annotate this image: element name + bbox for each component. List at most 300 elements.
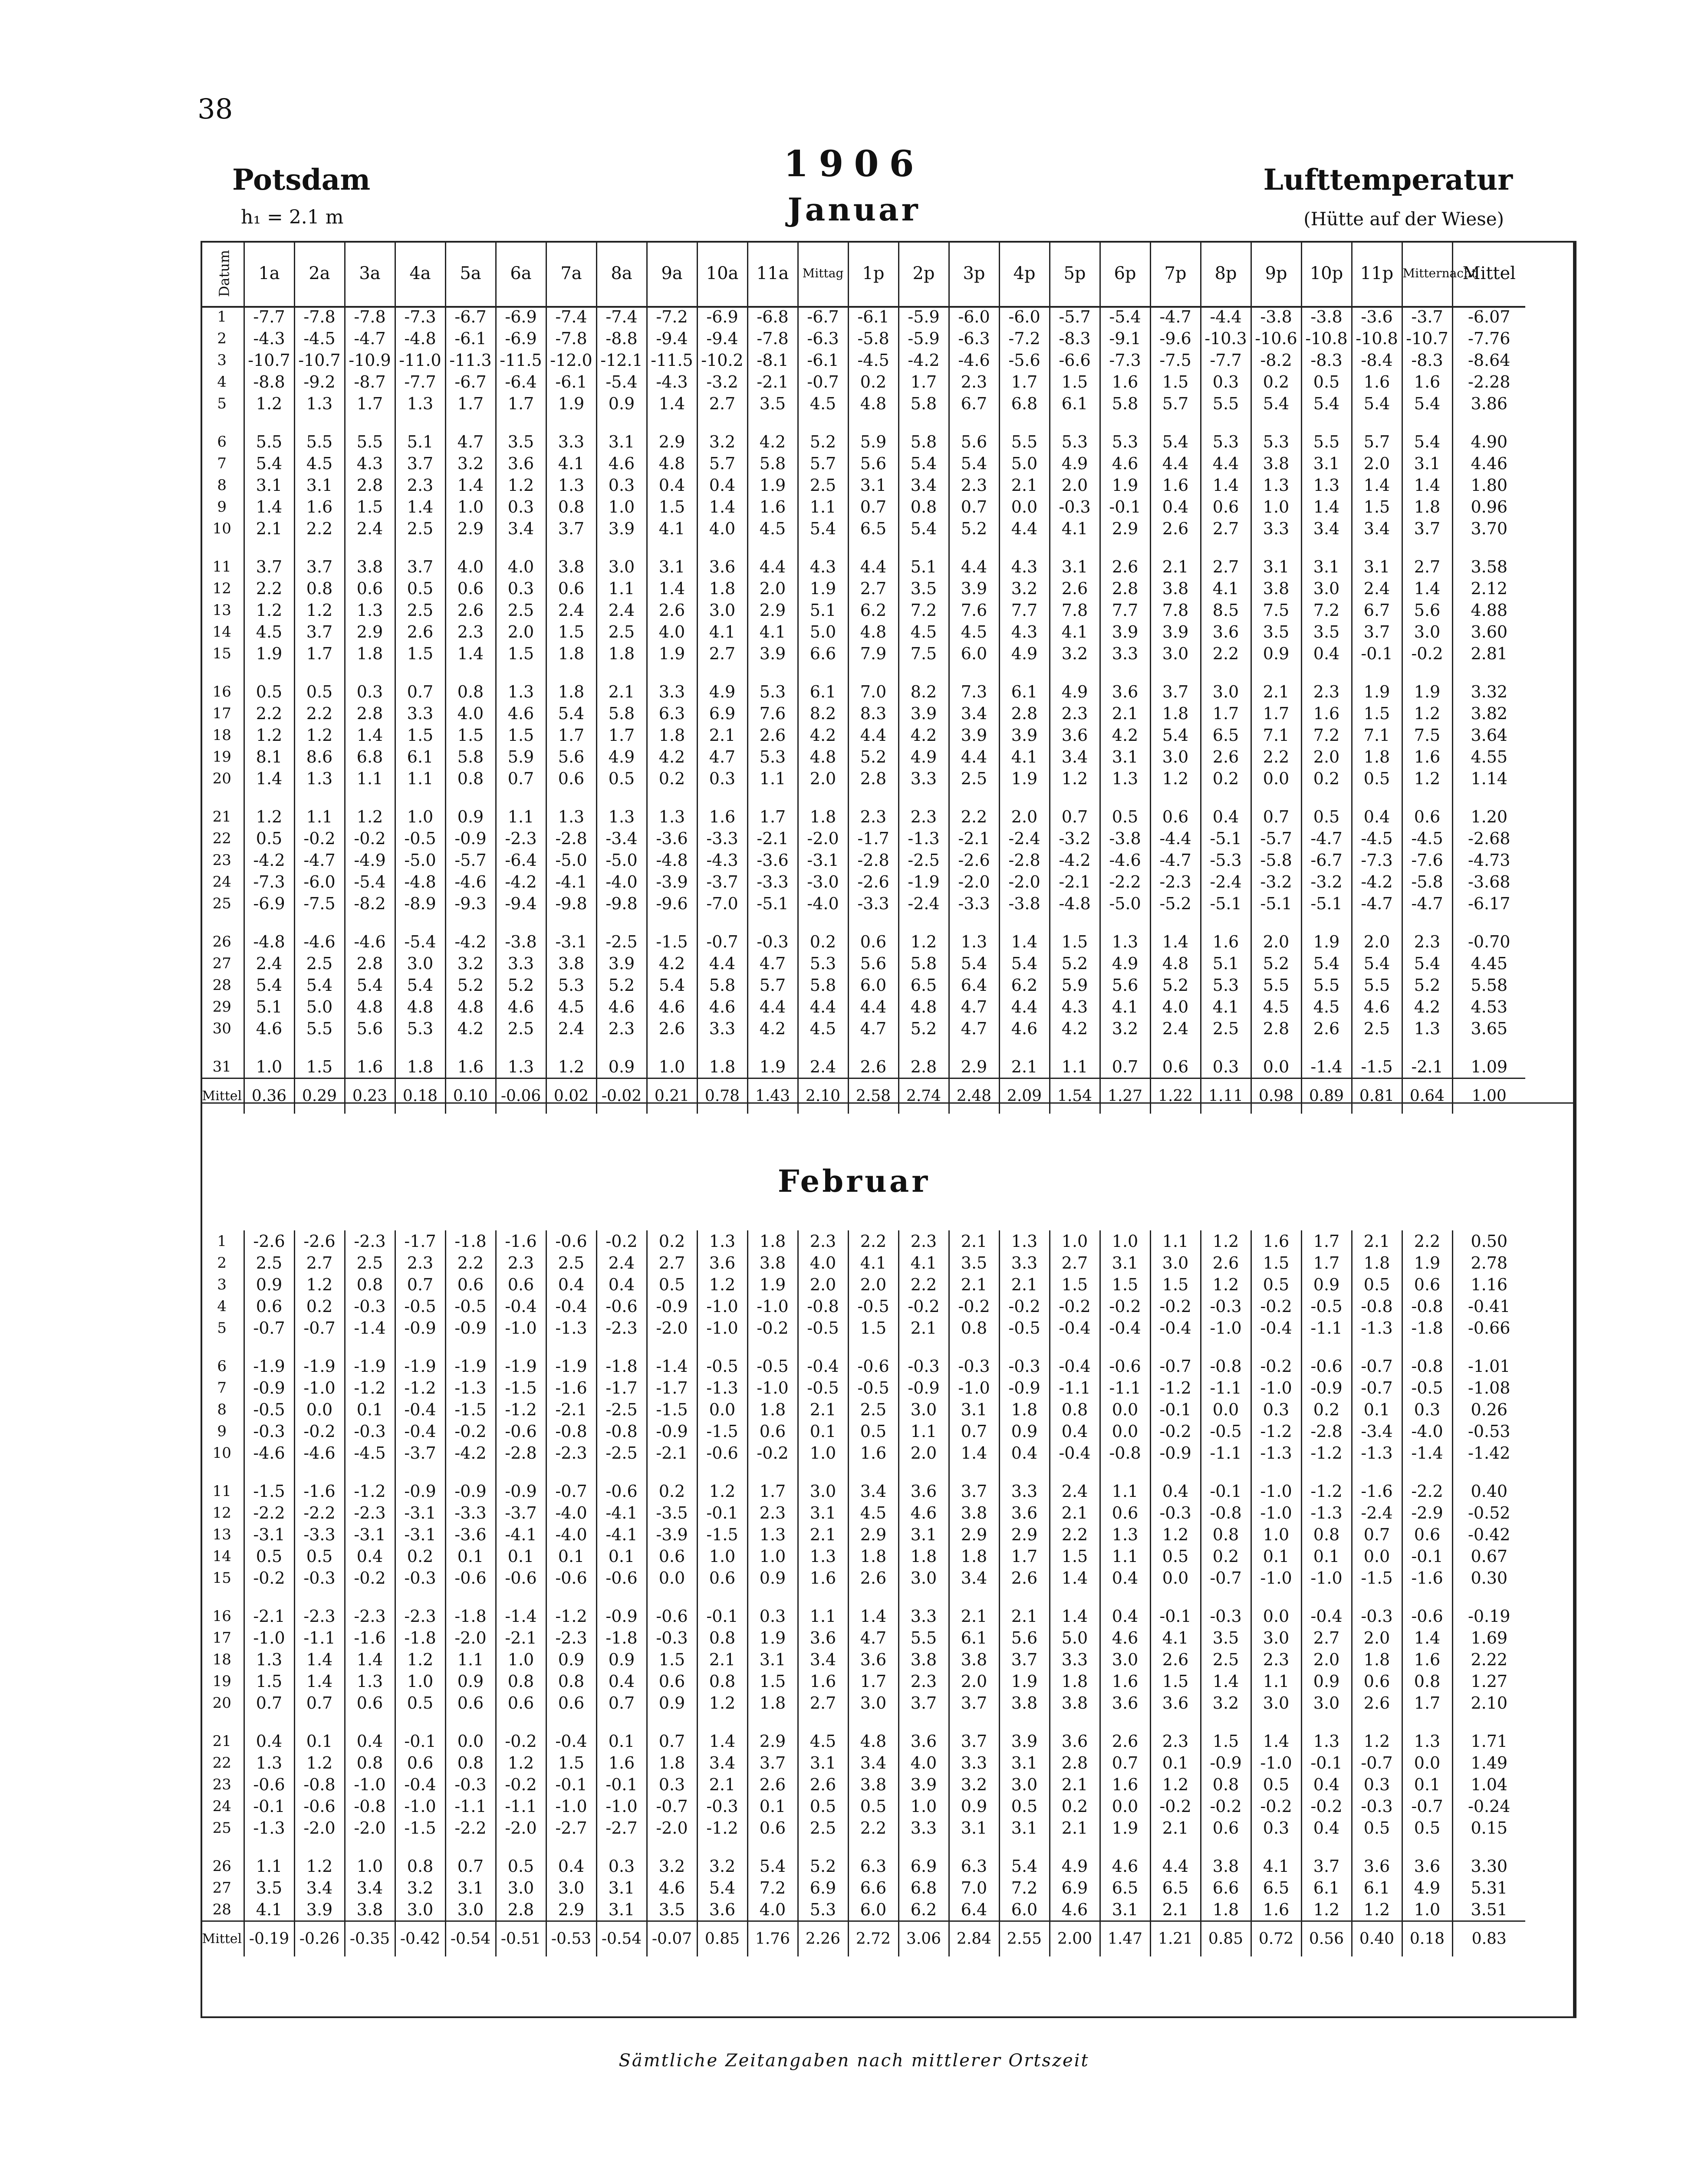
temperature-cell: -0.4 [496, 1295, 546, 1317]
mean-cell: 2.55 [999, 1921, 1050, 1957]
column-header: 5a [445, 241, 496, 307]
temperature-cell: 4.4 [697, 953, 747, 974]
temperature-cell: 3.7 [395, 453, 445, 474]
temperature-cell: 1.3 [1402, 1730, 1452, 1752]
temperature-cell: 0.8 [697, 1670, 747, 1692]
temperature-cell: 5.4 [697, 1877, 747, 1899]
temperature-cell: 0.6 [1150, 806, 1201, 828]
spacer-cell [546, 1839, 596, 1855]
spacer-cell [1201, 1589, 1251, 1605]
table-row [201, 306, 1525, 328]
temperature-cell: 3.3 [1251, 518, 1301, 539]
spacer-cell [697, 1589, 747, 1605]
temperature-cell: 2.5 [596, 621, 647, 643]
temperature-cell: -0.6 [546, 1230, 596, 1252]
column-header: 7a [546, 241, 596, 307]
temperature-cell: 0.6 [1402, 1274, 1452, 1295]
column-header: 5p [1050, 241, 1100, 307]
temperature-cell: -11.3 [445, 349, 496, 371]
spacer-cell [1100, 1839, 1150, 1855]
temperature-cell: -4.5 [1352, 828, 1402, 849]
temperature-cell: 2.0 [1352, 1627, 1402, 1649]
spacer-cell [1402, 914, 1452, 931]
spacer-cell [1301, 1339, 1352, 1355]
temperature-cell: 4.2 [647, 953, 697, 974]
temperature-cell: 3.2 [949, 1774, 999, 1795]
mean-cell: 3.06 [898, 1921, 949, 1957]
temperature-cell: 1.6 [1352, 371, 1402, 393]
temperature-cell: 1.6 [1100, 1670, 1150, 1692]
temperature-cell: -1.7 [395, 1230, 445, 1252]
spacer-cell [596, 1339, 647, 1355]
temperature-cell: 5.4 [1251, 393, 1301, 414]
row-spacer [201, 789, 1525, 806]
temperature-cell: 3.32 [1452, 681, 1525, 703]
day-cell: 9 [217, 498, 227, 516]
temperature-cell: -0.4 [1050, 1355, 1100, 1377]
temperature-cell: 5.2 [596, 974, 647, 996]
table-row [201, 1018, 1525, 1039]
temperature-cell: -0.6 [848, 1355, 898, 1377]
temperature-cell: -0.1 [1150, 1399, 1201, 1420]
temperature-cell: 1.2 [496, 1752, 546, 1774]
spacer-cell [1050, 1589, 1100, 1605]
temperature-cell: -5.1 [1251, 893, 1301, 914]
temperature-cell: -6.17 [1452, 893, 1525, 914]
temperature-cell: 1.2 [697, 1274, 747, 1295]
temperature-cell: 1.6 [1251, 1899, 1301, 1921]
temperature-cell: -0.1 [1402, 1545, 1452, 1567]
temperature-cell: -4.73 [1452, 849, 1525, 871]
spacer-cell [201, 1339, 244, 1355]
temperature-cell: -2.4 [898, 893, 949, 914]
temperature-cell: 1.2 [1352, 1899, 1402, 1921]
temperature-cell: 5.1 [395, 431, 445, 453]
temperature-cell: -10.8 [1352, 328, 1402, 349]
temperature-cell: 5.2 [1251, 953, 1301, 974]
temperature-cell: 3.86 [1452, 393, 1525, 414]
temperature-cell: 2.9 [949, 1524, 999, 1545]
day-cell: 10 [212, 520, 231, 537]
temperature-cell: -9.1 [1100, 328, 1150, 349]
temperature-cell: -1.9 [496, 1355, 546, 1377]
temperature-cell: 2.1 [798, 1399, 848, 1420]
temperature-cell: 4.4 [848, 996, 898, 1018]
temperature-cell: -6.4 [496, 371, 546, 393]
spacer-cell [999, 1339, 1050, 1355]
temperature-cell: 0.6 [647, 1670, 697, 1692]
temperature-cell: -8.8 [244, 371, 294, 393]
temperature-cell: 1.2 [1201, 1230, 1251, 1252]
temperature-cell: 3.0 [1402, 621, 1452, 643]
temperature-cell: 3.1 [798, 1502, 848, 1524]
temperature-cell: 3.1 [1100, 746, 1150, 768]
day-cell: 28 [212, 976, 231, 994]
temperature-cell: 5.7 [697, 453, 747, 474]
temperature-cell: 4.5 [244, 621, 294, 643]
temperature-cell: 3.4 [1050, 746, 1100, 768]
temperature-cell: 1.8 [848, 1545, 898, 1567]
temperature-cell: 4.8 [345, 996, 395, 1018]
temperature-cell: -4.8 [1050, 893, 1100, 914]
temperature-cell: 1.7 [999, 371, 1050, 393]
temperature-cell: 1.27 [1452, 1670, 1525, 1692]
spacer-cell [244, 1039, 294, 1056]
temperature-cell: -4.7 [1402, 893, 1452, 914]
spacer-cell [345, 1714, 395, 1730]
spacer-cell [395, 539, 445, 556]
temperature-cell: -2.3 [1150, 871, 1201, 893]
temperature-cell: 3.3 [999, 1252, 1050, 1274]
temperature-cell: 5.0 [1050, 1627, 1100, 1649]
spacer-cell [244, 1464, 294, 1480]
temperature-cell: 2.3 [1301, 681, 1352, 703]
temperature-cell: 0.5 [1402, 1817, 1452, 1839]
temperature-cell: 2.7 [1301, 1627, 1352, 1649]
temperature-cell: -2.2 [445, 1817, 496, 1839]
temperature-cell: 0.3 [697, 768, 747, 789]
spacer-cell [496, 414, 546, 431]
mean-cell: -0.54 [445, 1921, 496, 1957]
temperature-cell: -2.3 [345, 1230, 395, 1252]
temperature-cell: 0.6 [445, 1692, 496, 1714]
temperature-cell: 1.3 [345, 599, 395, 621]
table-row [201, 349, 1525, 371]
temperature-cell: 1.5 [294, 1056, 345, 1078]
spacer-cell [1100, 1464, 1150, 1480]
temperature-cell: 6.2 [848, 599, 898, 621]
temperature-cell: 3.5 [1201, 1627, 1251, 1649]
temperature-cell: 3.0 [395, 953, 445, 974]
temperature-cell: 1.0 [596, 496, 647, 518]
temperature-cell: 2.5 [798, 474, 848, 496]
temperature-cell: -0.1 [1100, 496, 1150, 518]
temperature-cell: -0.8 [1402, 1355, 1452, 1377]
temperature-cell: -5.3 [1201, 849, 1251, 871]
temperature-cell: 5.2 [898, 1018, 949, 1039]
temperature-cell: 3.4 [798, 1649, 848, 1670]
spacer-cell [294, 539, 345, 556]
temperature-cell: 0.5 [244, 1545, 294, 1567]
temperature-cell: 3.7 [747, 1752, 798, 1774]
temperature-cell: -0.5 [848, 1295, 898, 1317]
temperature-cell: -0.7 [546, 1480, 596, 1502]
temperature-cell: 7.1 [1251, 724, 1301, 746]
temperature-cell: 0.8 [949, 1317, 999, 1339]
temperature-cell: -3.3 [697, 828, 747, 849]
table-row [201, 931, 1525, 953]
temperature-cell: 2.7 [848, 578, 898, 599]
temperature-cell: 7.1 [1352, 724, 1402, 746]
temperature-cell: 0.3 [496, 496, 546, 518]
temperature-cell: -0.8 [1100, 1442, 1150, 1464]
temperature-cell: 6.1 [395, 746, 445, 768]
temperature-cell: -0.2 [1201, 1795, 1251, 1817]
temperature-cell: -3.2 [1050, 828, 1100, 849]
spacer-cell [999, 1714, 1050, 1730]
temperature-cell: -0.4 [1100, 1317, 1150, 1339]
temperature-cell: -1.6 [345, 1627, 395, 1649]
spacer-cell [546, 414, 596, 431]
temperature-cell: 4.5 [898, 621, 949, 643]
temperature-cell: 6.9 [1050, 1877, 1100, 1899]
spacer-cell [1100, 914, 1150, 931]
row-spacer [201, 1839, 1525, 1855]
table-row [201, 893, 1525, 914]
table-row [201, 1377, 1525, 1399]
temperature-cell: 5.7 [798, 453, 848, 474]
temperature-cell: 4.5 [747, 518, 798, 539]
spacer-cell [697, 664, 747, 681]
table-row [201, 1545, 1525, 1567]
spacer-cell [596, 664, 647, 681]
temperature-cell: 1.1 [798, 496, 848, 518]
spacer-cell [697, 1714, 747, 1730]
temperature-cell: -1.0 [1251, 1567, 1301, 1589]
temperature-cell: 2.4 [1150, 1018, 1201, 1039]
spacer-cell [1352, 1339, 1402, 1355]
temperature-cell: 1.8 [798, 806, 848, 828]
temperature-cell: 2.1 [949, 1274, 999, 1295]
temperature-cell: -1.2 [345, 1377, 395, 1399]
temperature-cell: 3.1 [596, 431, 647, 453]
temperature-cell: 1.8 [999, 1399, 1050, 1420]
temperature-cell: 2.5 [244, 1252, 294, 1274]
mean-cell: 0.18 [1402, 1921, 1452, 1957]
temperature-cell: 0.0 [1100, 1420, 1150, 1442]
temperature-cell: 0.5 [294, 681, 345, 703]
spacer-cell [445, 664, 496, 681]
temperature-cell: 3.7 [244, 556, 294, 578]
temperature-cell: 5.4 [898, 518, 949, 539]
temperature-cell: -0.9 [445, 1480, 496, 1502]
temperature-cell: 0.4 [546, 1274, 596, 1295]
temperature-cell: -5.1 [1201, 893, 1251, 914]
february-title: Februar [777, 1163, 931, 1199]
temperature-cell: 3.1 [1301, 556, 1352, 578]
spacer-cell [949, 1714, 999, 1730]
temperature-cell: 1.1 [1251, 1670, 1301, 1692]
column-header: 11p [1352, 241, 1402, 307]
temperature-cell: 5.9 [848, 431, 898, 453]
mean-cell: 0.89 [1301, 1078, 1352, 1114]
spacer-cell [496, 1839, 546, 1855]
mean-cell: -0.07 [647, 1921, 697, 1957]
temperature-cell: -0.3 [1150, 1502, 1201, 1524]
table-row [201, 724, 1525, 746]
spacer-cell [747, 414, 798, 431]
temperature-cell: 6.8 [898, 1877, 949, 1899]
temperature-cell: 5.4 [1301, 953, 1352, 974]
temperature-cell: -4.8 [395, 328, 445, 349]
temperature-cell: 3.7 [999, 1649, 1050, 1670]
temperature-cell: -0.7 [798, 371, 848, 393]
temperature-cell: -7.0 [697, 893, 747, 914]
temperature-cell: 7.2 [1301, 599, 1352, 621]
temperature-cell: 1.6 [1201, 931, 1251, 953]
spacer-cell [1452, 539, 1525, 556]
temperature-cell: -3.7 [697, 871, 747, 893]
temperature-cell: 5.2 [1402, 974, 1452, 996]
day-cell: 5 [217, 395, 227, 412]
temperature-cell: 2.2 [898, 1274, 949, 1295]
temperature-cell: 2.4 [546, 1018, 596, 1039]
temperature-cell: -2.4 [999, 828, 1050, 849]
temperature-cell: -3.2 [1251, 871, 1301, 893]
temperature-cell: 5.8 [898, 431, 949, 453]
temperature-cell: 3.2 [445, 453, 496, 474]
day-cell: 14 [212, 1548, 231, 1565]
temperature-cell: 4.8 [445, 996, 496, 1018]
temperature-cell: -2.8 [546, 828, 596, 849]
temperature-cell: -3.9 [647, 1524, 697, 1545]
temperature-cell: -7.5 [294, 893, 345, 914]
spacer-cell [647, 914, 697, 931]
temperature-cell: -2.0 [345, 1817, 395, 1839]
temperature-cell: 5.4 [647, 974, 697, 996]
temperature-cell: 4.6 [898, 1502, 949, 1524]
temperature-cell: 2.2 [244, 578, 294, 599]
temperature-cell: -0.6 [294, 1795, 345, 1817]
spacer-cell [1452, 789, 1525, 806]
temperature-cell: 0.5 [848, 1795, 898, 1817]
temperature-cell: 4.6 [596, 453, 647, 474]
temperature-cell: 1.1 [1150, 1230, 1201, 1252]
temperature-cell: -0.70 [1452, 931, 1525, 953]
spacer-cell [1402, 1714, 1452, 1730]
temperature-cell: 0.9 [747, 1567, 798, 1589]
temperature-cell: 1.8 [949, 1545, 999, 1567]
temperature-cell: 3.1 [798, 1752, 848, 1774]
spacer-cell [294, 789, 345, 806]
temperature-cell: 2.0 [1301, 746, 1352, 768]
temperature-cell: -10.9 [345, 349, 395, 371]
mean-cell: 2.10 [798, 1078, 848, 1114]
day-cell: 4 [217, 373, 227, 391]
spacer-cell [445, 414, 496, 431]
temperature-cell: 5.3 [747, 681, 798, 703]
temperature-cell: -3.8 [496, 931, 546, 953]
temperature-cell: 3.3 [999, 1480, 1050, 1502]
temperature-cell: 0.0 [1251, 1056, 1301, 1078]
temperature-cell: 1.5 [395, 724, 445, 746]
temperature-cell: -2.4 [1201, 871, 1251, 893]
temperature-cell: 3.3 [898, 1817, 949, 1839]
mean-cell: 2.74 [898, 1078, 949, 1114]
temperature-cell: 0.9 [445, 806, 496, 828]
temperature-cell: -7.8 [345, 306, 395, 328]
temperature-cell: 1.0 [747, 1545, 798, 1567]
temperature-cell: -11.0 [395, 349, 445, 371]
temperature-cell: 0.4 [1050, 1420, 1100, 1442]
temperature-cell: -5.2 [1150, 893, 1201, 914]
day-cell: 1 [217, 308, 227, 326]
column-header: 9p [1251, 241, 1301, 307]
day-cell: 15 [212, 645, 231, 662]
temperature-cell: 4.5 [546, 996, 596, 1018]
spacer-cell [848, 414, 898, 431]
column-header: 10p [1301, 241, 1352, 307]
temperature-cell: -2.1 [496, 1627, 546, 1649]
temperature-cell: 3.9 [949, 578, 999, 599]
temperature-cell: -0.24 [1452, 1795, 1525, 1817]
spacer-cell [1251, 914, 1301, 931]
temperature-cell: 1.5 [1201, 1730, 1251, 1752]
temperature-cell: 0.9 [949, 1795, 999, 1817]
temperature-cell: 4.1 [848, 1252, 898, 1274]
temperature-cell: -1.3 [244, 1817, 294, 1839]
temperature-cell: 4.9 [1100, 953, 1150, 974]
temperature-cell: -0.9 [596, 1605, 647, 1627]
spacer-cell [949, 539, 999, 556]
temperature-cell: 4.6 [999, 1018, 1050, 1039]
column-header: 1p [848, 241, 898, 307]
temperature-cell: -2.0 [647, 1317, 697, 1339]
spacer-cell [395, 789, 445, 806]
temperature-cell: -2.3 [496, 828, 546, 849]
temperature-cell: -6.4 [496, 849, 546, 871]
temperature-cell: 1.8 [596, 643, 647, 664]
temperature-cell: -3.3 [294, 1524, 345, 1545]
temperature-cell: 4.4 [999, 518, 1050, 539]
temperature-cell: 3.0 [898, 1399, 949, 1420]
temperature-cell: -5.8 [1402, 871, 1452, 893]
temperature-cell: -3.2 [1301, 871, 1352, 893]
temperature-cell: 0.3 [345, 681, 395, 703]
temperature-cell: 2.8 [1050, 1752, 1100, 1774]
spacer-cell [647, 414, 697, 431]
temperature-cell: 6.2 [999, 974, 1050, 996]
temperature-cell: -0.4 [1150, 1317, 1201, 1339]
temperature-cell: 1.3 [1301, 1730, 1352, 1752]
temperature-cell: -4.6 [949, 349, 999, 371]
temperature-cell: -6.9 [496, 328, 546, 349]
temperature-cell: -3.7 [496, 1502, 546, 1524]
temperature-cell: -0.1 [1150, 1605, 1201, 1627]
spacer-cell [848, 1839, 898, 1855]
temperature-cell: 5.0 [798, 621, 848, 643]
mean-cell: 2.09 [999, 1078, 1050, 1114]
temperature-cell: 2.6 [1201, 1252, 1251, 1274]
temperature-cell: -0.5 [697, 1355, 747, 1377]
spacer-cell [294, 1339, 345, 1355]
mean-cell: 2.26 [798, 1921, 848, 1957]
temperature-cell: -2.3 [546, 1627, 596, 1649]
temperature-cell: 3.7 [294, 621, 345, 643]
temperature-cell: -0.3 [697, 1795, 747, 1817]
temperature-cell: 6.1 [1050, 393, 1100, 414]
day-cell: 2 [217, 1254, 227, 1272]
temperature-cell: 5.4 [1352, 953, 1402, 974]
spacer-cell [1352, 664, 1402, 681]
table-row [201, 1317, 1525, 1339]
spacer-cell [294, 1589, 345, 1605]
temperature-cell: 8.2 [898, 681, 949, 703]
temperature-cell: 4.1 [1100, 996, 1150, 1018]
spacer-cell [999, 914, 1050, 931]
table-row [201, 1817, 1525, 1839]
temperature-cell: 6.9 [898, 1855, 949, 1877]
spacer-cell [395, 914, 445, 931]
temperature-cell: 0.6 [647, 1545, 697, 1567]
table-row [201, 1252, 1525, 1274]
day-cell: 4 [217, 1298, 227, 1315]
spacer-cell [1452, 1839, 1525, 1855]
temperature-cell: -2.3 [345, 1502, 395, 1524]
spacer-cell [949, 1589, 999, 1605]
temperature-cell: 0.4 [596, 1274, 647, 1295]
temperature-cell: 0.9 [596, 393, 647, 414]
